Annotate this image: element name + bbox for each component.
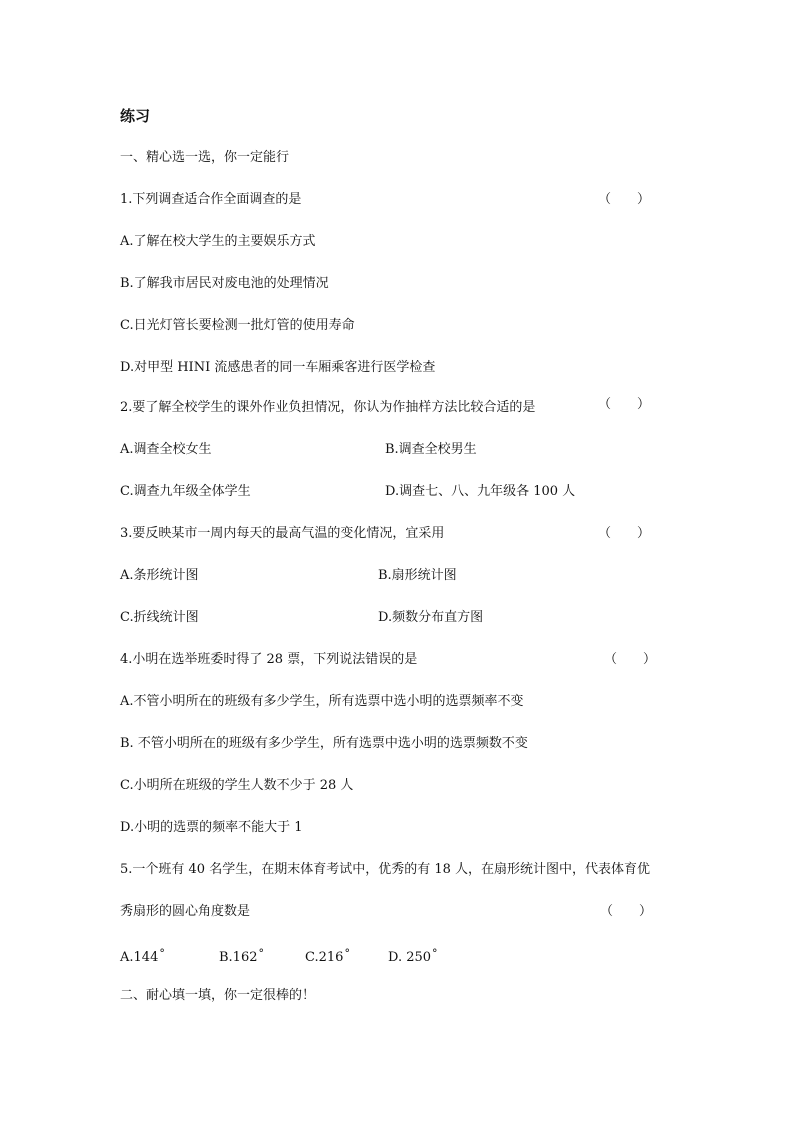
question-3-option-a: A.条形统计图 [120, 568, 199, 583]
degree-mark: ° [258, 947, 264, 960]
question-5-option-a [120, 946, 165, 966]
question-1-option-a: A.了解在校大学生的主要娱乐方式 [120, 234, 316, 249]
question-2-option-b: B.调查全校男生 [385, 442, 477, 457]
question-5-option-b-value: B.162 [219, 950, 258, 965]
question-2-stem: 2.要了解全校学生的课外作业负担情况，你认为作抽样方法比较合适的是 [120, 400, 536, 415]
question-3-option-d: D.频数分布直方图 [378, 610, 484, 625]
question-3-stem: 3.要反映某市一周内每天的最高气温的变化情况，宜采用 [120, 526, 445, 541]
question-1-option-b: B.了解我市居民对废电池的处理情况 [120, 276, 329, 291]
question-5-option-a-value: A.144 [120, 950, 159, 965]
question-2-option-c: C.调查九年级全体学生 [120, 484, 251, 499]
question-4-option-a: A.不管小明所在的班级有多少学生，所有选票中选小明的选票频率不变 [120, 694, 524, 709]
question-4-option-b: B. 不管小明所在的班级有多少学生，所有选票中选小明的选票频数不变 [120, 736, 528, 751]
question-2-option-a: A.调查全校女生 [120, 442, 212, 457]
degree-mark: ° [159, 947, 165, 960]
section-heading-choice: 一、精心选一选，你一定能行 [120, 150, 290, 165]
question-3-option-b: B.扇形统计图 [378, 568, 457, 583]
question-4-stem: 4.小明在选举班委时得了 28 票，下列说法错误的是 [120, 652, 418, 667]
question-1-answer-blank: （ ） [598, 192, 651, 207]
question-4-answer-blank: （ ） [604, 652, 657, 667]
question-3-answer-blank: （ ） [598, 526, 651, 541]
question-4-option-c: C.小明所在班级的学生人数不少于 28 人 [120, 778, 354, 793]
question-5-option-c-value: C.216 [305, 950, 344, 965]
question-4-option-d: D.小明的选票的频率不能大于 1 [120, 820, 303, 835]
section-heading-fill-in: 二、耐心填一填，你一定很棒的！ [120, 988, 316, 1003]
question-5-stem-line-2: 秀扇形的圆心角度数是 [120, 904, 251, 919]
question-1-stem: 1.下列调查适合作全面调查的是 [120, 192, 302, 207]
degree-mark: ° [432, 947, 438, 960]
degree-mark: ° [344, 947, 350, 960]
question-5-answer-blank: （ ） [600, 904, 653, 919]
question-2-answer-blank: （ ） [598, 397, 651, 412]
question-2-option-d: D.调查七、八、九年级各 100 人 [385, 484, 576, 499]
question-1-option-d: D.对甲型 HINI 流感患者的同一车厢乘客进行医学检查 [120, 360, 436, 375]
question-5-option-c [305, 946, 350, 966]
page-title: 练习 [120, 107, 151, 125]
question-5-option-d-value: D. 250 [388, 950, 432, 965]
question-1-option-c: C.日光灯管长要检测一批灯管的使用寿命 [120, 318, 355, 333]
question-3-option-c: C.折线统计图 [120, 610, 199, 625]
question-5-option-b [219, 946, 264, 966]
question-5-option-d [388, 946, 438, 966]
question-5-stem-line-1: 5.一个班有 40 名学生，在期末体育考试中，优秀的有 18 人，在扇形统计图中，代表体育优 [120, 862, 651, 877]
